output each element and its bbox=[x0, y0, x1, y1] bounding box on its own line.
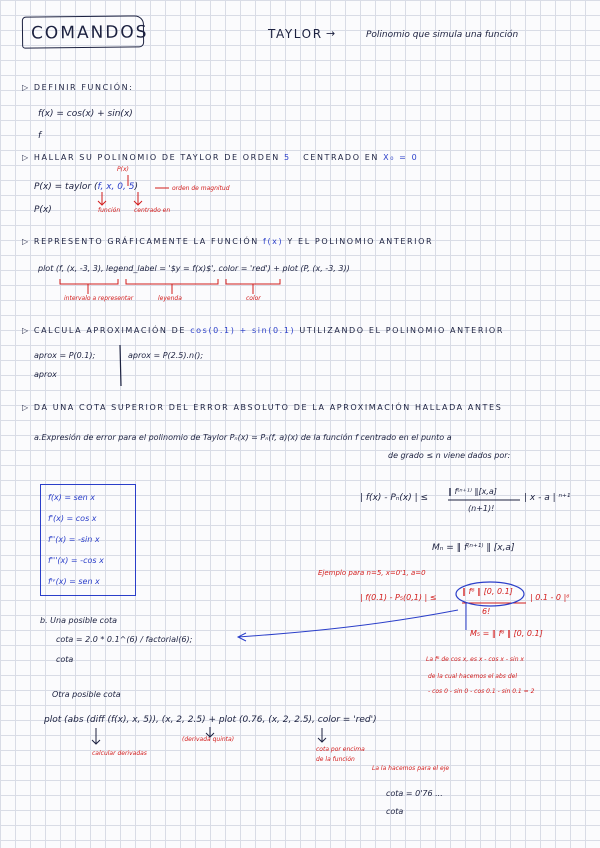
arrow-to-cota bbox=[238, 610, 458, 641]
cota-final: cota = 0'76 ... bbox=[386, 789, 443, 798]
deriv-4: f'''(x) = -cos x bbox=[48, 556, 104, 565]
s4-expr: cos(0.1) + sin(0.1) bbox=[190, 326, 296, 335]
formula-den: (n+1)! bbox=[468, 504, 495, 513]
note-derivada: (derivada quinta) bbox=[182, 736, 235, 743]
deriv-2: f'(x) = cos x bbox=[48, 514, 97, 523]
taylor-subtitle: Polinomio que simula una función bbox=[366, 30, 519, 40]
ex-den: 6! bbox=[482, 607, 491, 616]
s2-note-order: orden de magnitud bbox=[172, 185, 230, 192]
bracket-color bbox=[226, 279, 280, 284]
s3-heading-text: REPRESENTO GRÁFICAMENTE LA FUNCIÓN bbox=[33, 237, 259, 246]
s4-code2: aprox bbox=[34, 370, 57, 379]
taylor-arrow: → bbox=[326, 27, 336, 40]
s1-heading: ▷ DEFINIR FUNCIÓN: bbox=[22, 83, 134, 92]
note-calcular: calcular derivadas bbox=[92, 750, 147, 757]
note-cota2: de la función bbox=[316, 756, 355, 763]
s2-code-args: f, x, 0, 5 bbox=[97, 182, 135, 192]
deriv-1: f(x) = sen x bbox=[48, 493, 96, 502]
deriv-5: fⁱᵛ(x) = sen x bbox=[48, 577, 100, 586]
b-code2: cota bbox=[56, 655, 74, 664]
bracket-leyenda bbox=[126, 279, 218, 284]
formula-mn: Mₙ = ‖ f⁽ⁿ⁺¹⁾ ‖ [x,a] bbox=[432, 543, 515, 553]
norm-circle bbox=[456, 582, 524, 606]
s4-code1: aprox = P(0.1); bbox=[34, 351, 96, 360]
taylor-heading: TAYLOR bbox=[268, 27, 323, 41]
s5-a-line1: a.Expresión de error para el polinomio de Taylor Pₙ(x) = Pₙ(f, a)(x) de la función f centrado en el punto a bbox=[34, 433, 452, 442]
note-la: La la hacemos para el eje bbox=[372, 765, 450, 772]
s5-a-line2: de grado ≤ n viene dados por: bbox=[388, 451, 511, 460]
s4-heading2: UTILIZANDO EL POLINOMIO ANTERIOR bbox=[299, 326, 504, 335]
ex-m5: M₅ = ‖ f⁶ ‖ [0, 0.1] bbox=[470, 629, 543, 638]
s2-heading: ▷ HALLAR SU POLINOMIO DE TAYLOR DE ORDEN 5 CENTRADO EN X₀ = 0 bbox=[22, 153, 419, 162]
s2-order: 5 bbox=[283, 153, 291, 162]
s3-code: plot (f, (x, -3, 3), legend_label = '$y = f(x)$', color = 'red') + plot (P, (x, -3, 3)) bbox=[38, 264, 350, 273]
ejemplo: Ejemplo para n=5, x=0'1, a=0 bbox=[318, 569, 426, 577]
cota-final2: cota bbox=[386, 807, 404, 816]
b-code: cota = 2.0 * 0.1^(6) / factorial(6); bbox=[56, 635, 193, 644]
s3-heading2: Y EL POLINOMIO ANTERIOR bbox=[287, 237, 434, 246]
formula-num: ‖ f⁽ⁿ⁺¹⁾ ‖[x,a] bbox=[448, 487, 497, 496]
arrow-calcular bbox=[92, 728, 100, 744]
red-note-3: - cos 0 - sin 0 - cos 0.1 - sin 0.1 = 2 bbox=[428, 688, 535, 695]
s2-code-pre: P(x) = taylor ( bbox=[34, 182, 98, 192]
deriv-3: f''(x) = -sin x bbox=[48, 535, 100, 544]
s2-note-centrado: centrado en bbox=[134, 207, 171, 214]
s3-f: f(x) bbox=[263, 237, 284, 246]
s5-heading-text: DA UNA COTA SUPERIOR DEL ERROR ABSOLUTO DE LA APROXIMACIÓN HALLADA ANTES bbox=[33, 403, 503, 412]
bracket-intervalo bbox=[60, 279, 118, 284]
b-label: b. Una posible cota bbox=[40, 616, 117, 625]
ex-right: | 0.1 - 0 |⁶ bbox=[530, 593, 570, 602]
s2-line2: P(x) bbox=[34, 205, 52, 215]
s1-heading-text: DEFINIR FUNCIÓN: bbox=[33, 83, 134, 92]
s2-center: X₀ = 0 bbox=[383, 153, 419, 162]
s2-heading2: CENTRADO EN bbox=[303, 153, 379, 162]
s2-note-funcion: función bbox=[98, 207, 121, 214]
s3-note-color: color bbox=[246, 295, 261, 302]
s2-heading-text: HALLAR SU POLINOMIO DE TAYLOR DE ORDEN bbox=[33, 153, 280, 162]
otra-cota: Otra posible cota bbox=[52, 690, 121, 699]
s4-code3: aprox = P(2.5).n(); bbox=[128, 351, 204, 360]
s3-heading: ▷ REPRESENTO GRÁFICAMENTE LA FUNCIÓN f(x) Y EL POLINOMIO ANTERIOR bbox=[22, 237, 434, 246]
red-note-1: La f⁶ de cos x, es x - cos x - sin x bbox=[426, 656, 524, 663]
s4-heading: ▷ CALCULA APROXIMACIÓN DE cos(0.1) + sin(0.1) UTILIZANDO EL POLINOMIO ANTERIOR bbox=[22, 326, 504, 335]
page-title: COMANDOS bbox=[30, 22, 149, 44]
s3-note-leyenda: leyenda bbox=[158, 295, 182, 302]
red-note-2: de la cual hacemos el abs del bbox=[428, 673, 517, 680]
arrow-centrado bbox=[134, 192, 142, 205]
ex-left: | f(0.1) - P₅(0,1) | ≤ bbox=[360, 593, 437, 602]
s5-heading: ▷ DA UNA COTA SUPERIOR DEL ERROR ABSOLUTO DE LA APROXIMACIÓN HALLADA ANTES bbox=[22, 403, 503, 412]
ex-num: ‖ f⁶ ‖ [0, 0.1] bbox=[462, 587, 513, 596]
arrow-funcion bbox=[98, 192, 106, 205]
formula-right: | x - a | ⁿ⁺¹ bbox=[524, 493, 571, 503]
s1-code-text: f(x) = cos(x) + sin(x) bbox=[38, 109, 133, 119]
formula-left: | f(x) - Pₙ(x) | ≤ bbox=[360, 493, 429, 503]
s1-line2: f bbox=[38, 131, 42, 141]
s4-heading-text: CALCULA APROXIMACIÓN DE bbox=[33, 326, 187, 335]
s2-label-px: P(x) bbox=[117, 166, 129, 173]
note-cota1: cota por encima bbox=[316, 746, 365, 753]
arrow-derivada bbox=[206, 727, 214, 737]
s4-divider bbox=[120, 345, 121, 386]
s3-note-intervalo: intervalo a representar bbox=[64, 295, 134, 302]
plot-code: plot (abs (diff (f(x), x, 5)), (x, 2, 2.5) + plot (0.76, (x, 2, 2.5), color = 'red') bbox=[44, 715, 377, 725]
arrow-cota bbox=[318, 728, 326, 742]
s2-code-post: ) bbox=[134, 182, 138, 192]
